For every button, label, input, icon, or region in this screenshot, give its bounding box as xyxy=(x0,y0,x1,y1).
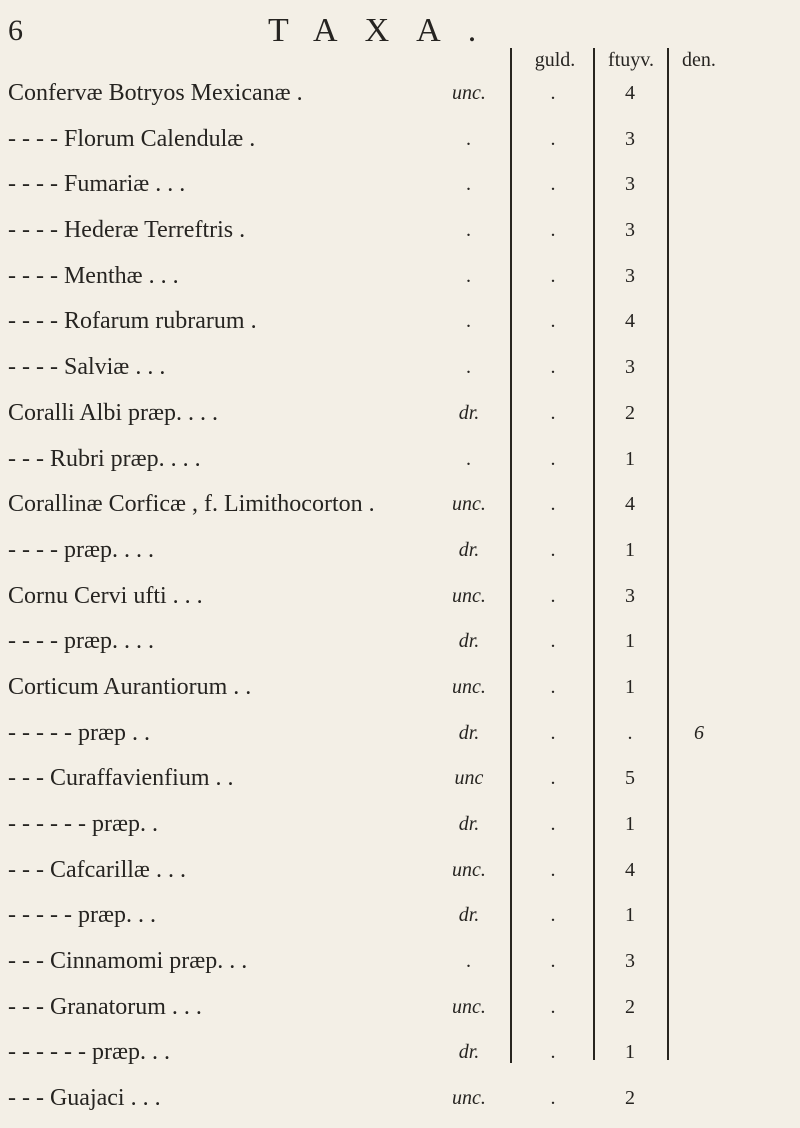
entry-ftuyv: 4 xyxy=(625,82,635,104)
table-row xyxy=(0,168,800,214)
entry-guld: . xyxy=(550,1087,556,1110)
table-row xyxy=(0,1036,800,1082)
entry-ftuyv: 1 xyxy=(625,904,635,927)
table-row xyxy=(0,991,800,1037)
entry-guld: . xyxy=(550,219,556,242)
entry-unit: . xyxy=(466,356,472,379)
entry-ftuyv: 4 xyxy=(625,310,635,333)
entry-name: - - - - Hederæ Terreftris . xyxy=(8,217,246,244)
table-row xyxy=(0,443,800,489)
entry-ftuyv: 3 xyxy=(625,584,635,607)
entry-name: Confervæ Botryos Mexicanæ . xyxy=(8,80,303,106)
entry-unit: unc. xyxy=(452,858,486,881)
column-header-ftuyv: ftuyv. xyxy=(608,49,654,71)
entry-guld: . xyxy=(550,813,556,835)
entry-guld: . xyxy=(550,630,556,653)
page-header xyxy=(0,10,800,54)
entry-guld: . xyxy=(550,538,556,561)
entry-unit: unc. xyxy=(452,675,486,698)
table-row xyxy=(0,351,800,397)
entry-guld: . xyxy=(550,447,556,470)
entry-guld: . xyxy=(550,173,556,196)
entry-ftuyv: 1 xyxy=(625,1041,635,1064)
table-row xyxy=(0,717,800,763)
entry-guld: . xyxy=(550,950,556,973)
column-header-guld: guld. xyxy=(534,49,576,71)
entry-ftuyv: 3 xyxy=(625,127,635,150)
entry-unit: . xyxy=(466,447,472,470)
table-row xyxy=(0,77,800,123)
entry-unit: . xyxy=(466,173,472,196)
entry-ftuyv: 3 xyxy=(625,950,635,973)
table-row xyxy=(0,123,800,169)
entry-ftuyv: 2 xyxy=(625,1087,635,1110)
entry-guld: . xyxy=(550,1041,556,1064)
entry-ftuyv: 3 xyxy=(625,173,635,196)
table-row xyxy=(0,945,800,991)
entry-guld: . xyxy=(550,995,556,1018)
entry-name: - - - Cinnamomi præp. . . xyxy=(8,948,248,975)
entry-unit: unc. xyxy=(452,995,486,1018)
entry-name: - - - - Salviæ . . . xyxy=(8,354,166,381)
table-row xyxy=(0,808,800,854)
running-title: TAXA. xyxy=(268,12,504,49)
entry-guld: . xyxy=(550,264,556,287)
entry-unit: . xyxy=(466,127,472,150)
entry-name: - - - - Menthæ . . . xyxy=(8,262,179,289)
entry-name: - - - - - præp . . xyxy=(8,719,150,746)
entry-unit: unc. xyxy=(452,82,486,104)
entry-unit: . xyxy=(466,310,472,333)
entry-unit: unc. xyxy=(452,584,486,607)
table-row xyxy=(0,580,800,626)
entry-den: 6 xyxy=(694,721,704,744)
entry-ftuyv: 1 xyxy=(625,630,635,653)
entry-name: - - - - - præp. . . xyxy=(8,902,156,929)
entry-unit: dr. xyxy=(458,721,480,744)
table-row xyxy=(0,671,800,717)
entry-unit: dr. xyxy=(458,1041,480,1064)
entry-name: - - - Granatorum . . . xyxy=(8,993,202,1020)
entry-unit: dr. xyxy=(458,401,480,424)
entry-ftuyv: 3 xyxy=(625,356,635,379)
entry-guld: . xyxy=(550,721,556,744)
table-row xyxy=(0,260,800,306)
entry-unit: dr. xyxy=(458,813,480,835)
column-header-den: den. xyxy=(682,49,716,71)
entry-unit: . xyxy=(466,264,472,287)
entry-unit: unc. xyxy=(452,493,486,516)
entry-guld: . xyxy=(550,493,556,516)
table-row xyxy=(0,625,800,671)
entry-name: - - - Curaffavienfium . . xyxy=(8,765,234,792)
entry-ftuyv: 1 xyxy=(625,538,635,561)
entry-name: - - - - - - præp. . . xyxy=(8,1039,170,1066)
entry-name: - - - - - - præp. . xyxy=(8,811,158,837)
table-row xyxy=(0,854,800,900)
entry-guld: . xyxy=(550,675,556,698)
entry-name: Corallinæ Corficæ , f. Limithocorton . xyxy=(8,491,375,518)
price-table xyxy=(0,77,800,1128)
entry-guld: . xyxy=(550,858,556,881)
entry-name: - - - Cafcarillæ . . . xyxy=(8,856,186,883)
entry-unit: unc xyxy=(454,767,484,790)
entry-name: - - - - præp. . . . xyxy=(8,536,154,563)
table-row xyxy=(0,305,800,351)
entry-unit: . xyxy=(466,950,472,973)
entry-ftuyv: 1 xyxy=(625,813,635,835)
entry-ftuyv: 3 xyxy=(625,219,635,242)
table-row xyxy=(0,214,800,260)
entry-unit: unc. xyxy=(452,1087,486,1110)
entry-ftuyv: 1 xyxy=(625,447,635,470)
table-row xyxy=(0,1082,800,1128)
entry-name: - - - - Fumariæ . . . xyxy=(8,171,186,198)
entry-ftuyv: 4 xyxy=(625,493,635,516)
entry-ftuyv: 1 xyxy=(625,675,635,698)
entry-name: - - - - Rofarum rubrarum . xyxy=(8,308,257,335)
entry-name: Coralli Albi præp. . . . xyxy=(8,399,218,426)
table-row xyxy=(0,488,800,534)
entry-name: - - - - Florum Calendulæ . xyxy=(8,125,256,152)
entry-guld: . xyxy=(550,127,556,150)
entry-name: Cornu Cervi ufti . . . xyxy=(8,582,203,609)
entry-name: - - - - præp. . . . xyxy=(8,628,154,655)
entry-guld: . xyxy=(550,356,556,379)
entry-unit: . xyxy=(466,219,472,242)
entry-ftuyv: 5 xyxy=(625,767,635,790)
entry-ftuyv: 3 xyxy=(625,264,635,287)
entry-unit: dr. xyxy=(458,630,480,653)
entry-guld: . xyxy=(550,310,556,333)
entry-name: Corticum Aurantiorum . . xyxy=(8,673,252,700)
entry-unit: dr. xyxy=(458,538,480,561)
table-row xyxy=(0,899,800,945)
entry-ftuyv: 2 xyxy=(625,401,635,424)
entry-name: - - - Guajaci . . . xyxy=(8,1085,161,1112)
table-row xyxy=(0,762,800,808)
entry-unit: dr. xyxy=(458,904,480,927)
entry-guld: . xyxy=(550,904,556,927)
page-number: 6 xyxy=(8,14,23,47)
table-row xyxy=(0,397,800,443)
entry-name: - - - Rubri præp. . . . xyxy=(8,445,201,472)
entry-guld: . xyxy=(550,584,556,607)
entry-ftuyv: 4 xyxy=(625,858,635,881)
entry-ftuyv: 2 xyxy=(625,995,635,1018)
entry-ftuyv: . xyxy=(627,721,633,744)
entry-guld: . xyxy=(550,767,556,790)
entry-guld: . xyxy=(550,401,556,424)
entry-guld: . xyxy=(550,82,556,104)
table-row xyxy=(0,534,800,580)
